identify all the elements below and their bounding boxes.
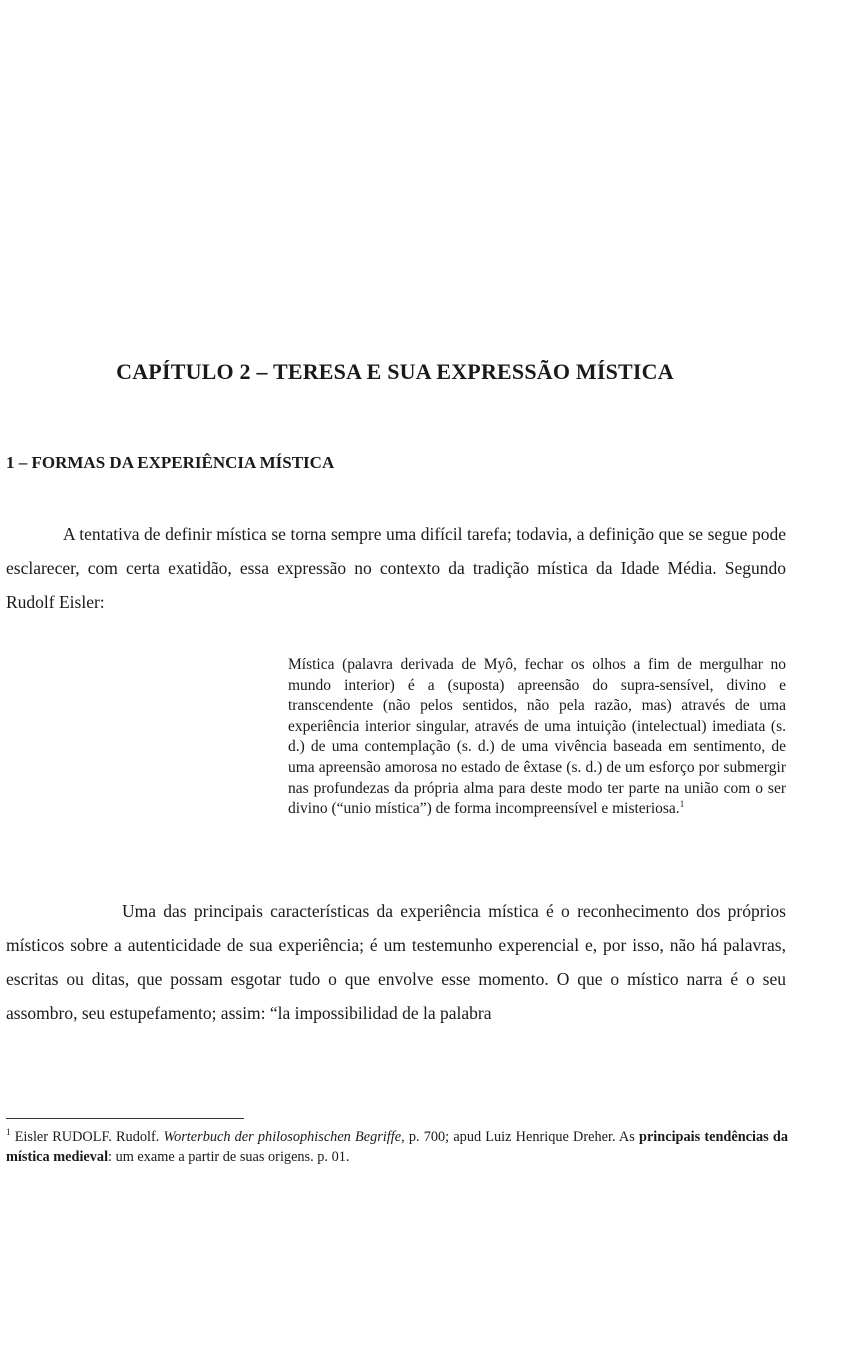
block-quote [288,655,786,820]
chapter-title: CAPÍTULO 2 – TERESA E SUA EXPRESSÃO MÍSTICA [116,359,674,384]
footnote-reference: 1 [679,799,685,809]
footnote-source-rest: : um exame a partir de suas origens. p. 01. [108,1149,350,1165]
block-quote-text: Mística (palavra derivada de Myô, fechar os olhos a fim de mergulhar no mundo interior) é a (suposta) apreensão do supra-sensível, divino e transcendente (não pelos sentidos, não pela razão, mas) através de uma experiência interior singular, através de uma intuição (intelectual) imediata (s. d.) de uma contemplação (s. d.) de uma vivência baseada em sentimento, de uma apreensão amorosa no estado de êxtase (s. d.) de um esforço por submergir nas profundezas da própria alma para deste modo ter parte na união com o ser divino (“unio mística”) de forma incompreensível e misteriosa. [288,656,786,818]
footnote-work-title: Worterbuch der philosophischen Begriffe [163,1129,402,1145]
footnote-number: 1 [6,1127,11,1138]
footnote-author: Eisler RUDOLF. Rudolf. [14,1129,160,1145]
footnote [6,1127,788,1167]
footnote-page-apud: , p. 700; apud Luiz Henrique Dreher. As [401,1129,635,1145]
body-paragraph: A tentativa de definir mística se torna sempre uma difícil tarefa; todavia, a definição que se segue pode esclarecer, com certa exatidão, essa expressão no contexto da tradição mística da Idade Média. Segundo Rudolf Eisler: [6,524,786,612]
body-paragraph: Uma das principais características da experiência mística é o reconhecimento dos próprios místicos sobre a autenticidade de sua experiência; é um testemunho experencial e, por isso, não há palavras, escritas ou ditas, que possam esgotar tudo o que envolve esse momento. O que o místico narra é o seu assombro, seu estupefamento; assim: “la impossibilidad de la palabra [6,901,786,1023]
footnote-divider [6,1118,244,1119]
section-title: 1 – FORMAS DA EXPERIÊNCIA MÍSTICA [6,453,335,472]
footnote-source-title: principais tendências da mística medieval [6,1129,788,1165]
